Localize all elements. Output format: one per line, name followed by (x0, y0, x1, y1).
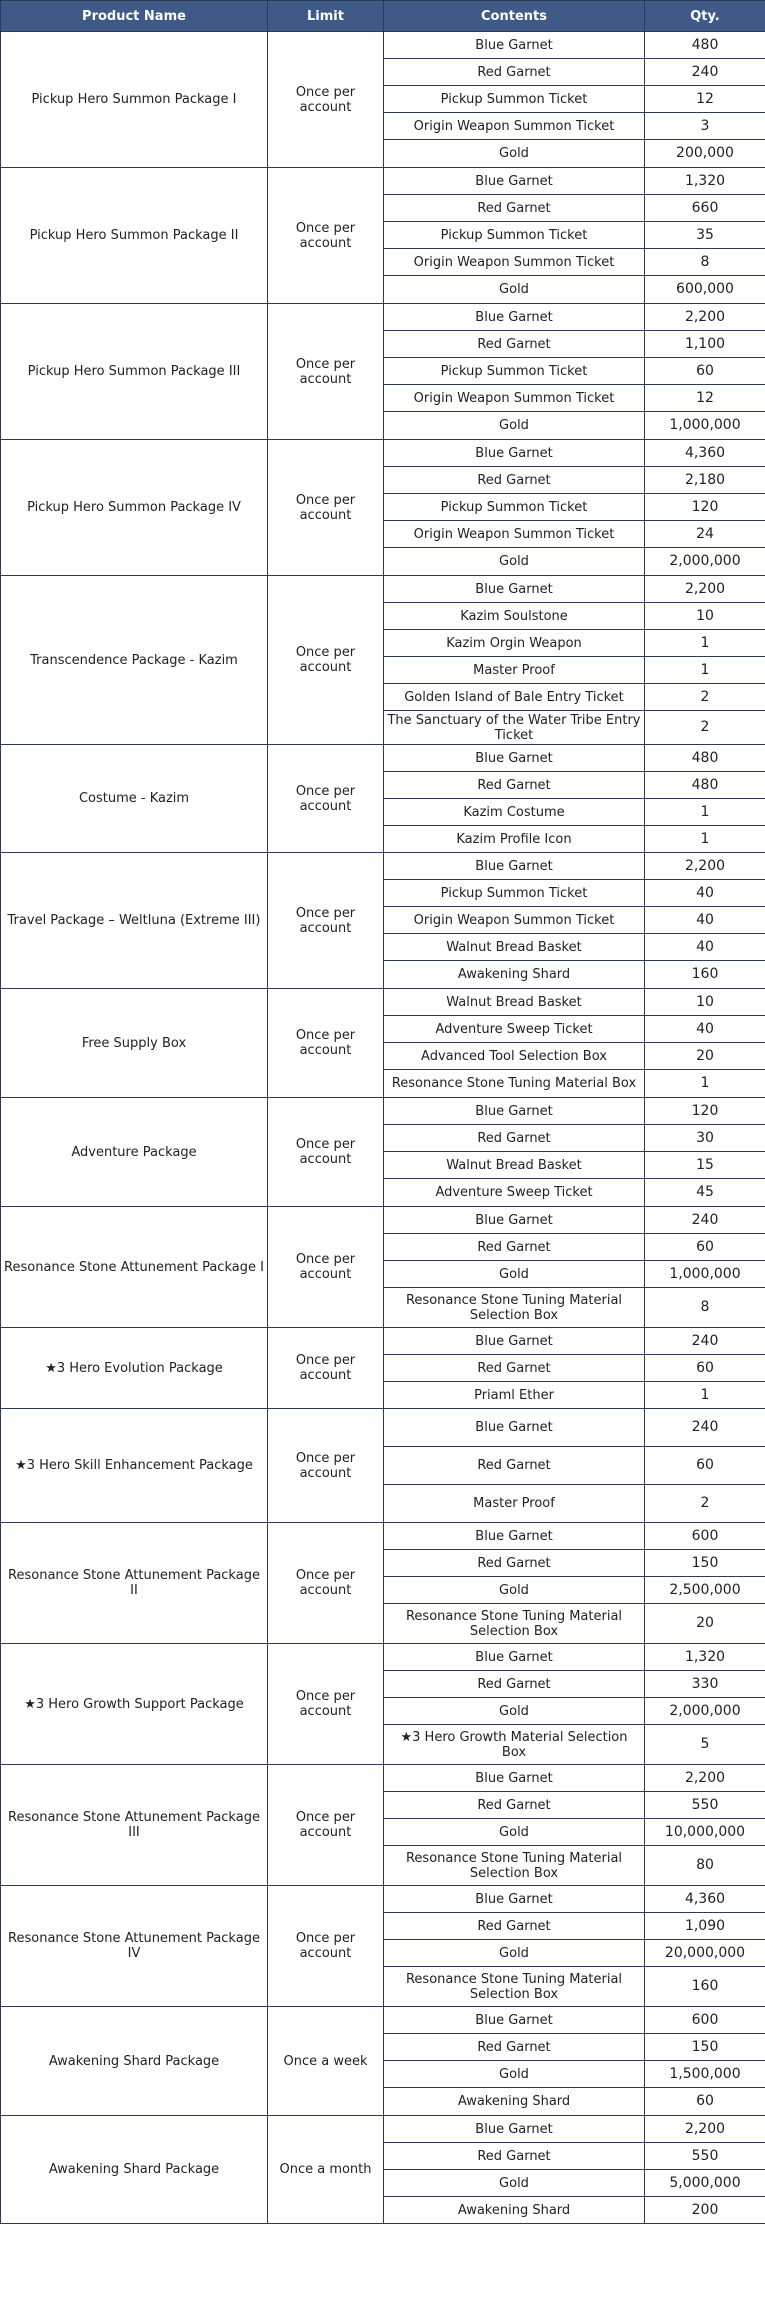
qty-cell: 1,000,000 (645, 1261, 765, 1288)
limit-cell: Once per account (268, 1523, 384, 1644)
qty-cell: 200,000 (645, 140, 765, 168)
contents-cell: Blue Garnet (384, 1409, 645, 1447)
product-name-cell: Adventure Package (1, 1098, 268, 1207)
contents-cell: Gold (384, 1819, 645, 1846)
contents-cell: Blue Garnet (384, 168, 645, 195)
limit-cell: Once a month (268, 2116, 384, 2224)
contents-cell: Red Garnet (384, 1234, 645, 1261)
table-row (1, 576, 765, 603)
contents-cell: Resonance Stone Tuning Material Selection Box (384, 1288, 645, 1328)
qty-cell: 550 (645, 1792, 765, 1819)
product-name-cell: Travel Package – Weltluna (Extreme III) (1, 853, 268, 989)
contents-cell: Gold (384, 1577, 645, 1604)
qty-cell: 24 (645, 521, 765, 548)
qty-cell: 1 (645, 657, 765, 684)
contents-cell: ★3 Hero Growth Material Selection Box (384, 1725, 645, 1765)
qty-cell: 40 (645, 907, 765, 934)
qty-cell: 2,200 (645, 853, 765, 880)
header-row (1, 1, 765, 32)
contents-cell: Advanced Tool Selection Box (384, 1043, 645, 1070)
header-product-name: Product Name (1, 1, 268, 32)
contents-cell: Origin Weapon Summon Ticket (384, 521, 645, 548)
qty-cell: 600,000 (645, 276, 765, 304)
limit-cell: Once per account (268, 1328, 384, 1409)
qty-cell: 2,200 (645, 576, 765, 603)
limit-cell: Once per account (268, 1207, 384, 1328)
table-row (1, 1328, 765, 1355)
qty-cell: 20 (645, 1604, 765, 1644)
product-name-cell: ★3 Hero Growth Support Package (1, 1644, 268, 1765)
qty-cell: 5 (645, 1725, 765, 1765)
limit-cell: Once per account (268, 989, 384, 1098)
contents-cell: Gold (384, 140, 645, 168)
contents-cell: Red Garnet (384, 1550, 645, 1577)
product-name-cell: Awakening Shard Package (1, 2116, 268, 2224)
contents-cell: Blue Garnet (384, 1207, 645, 1234)
qty-cell: 60 (645, 358, 765, 385)
qty-cell: 40 (645, 880, 765, 907)
contents-cell: Blue Garnet (384, 2007, 645, 2034)
limit-cell: Once per account (268, 1886, 384, 2007)
qty-cell: 480 (645, 745, 765, 772)
contents-cell: Adventure Sweep Ticket (384, 1016, 645, 1043)
product-name-cell: Pickup Hero Summon Package III (1, 304, 268, 440)
qty-cell: 20 (645, 1043, 765, 1070)
header-qty: Qty. (645, 1, 765, 32)
contents-cell: Adventure Sweep Ticket (384, 1179, 645, 1207)
limit-cell: Once per account (268, 853, 384, 989)
product-name-cell: Resonance Stone Attunement Package I (1, 1207, 268, 1328)
product-name-cell: Resonance Stone Attunement Package II (1, 1523, 268, 1644)
header-contents: Contents (384, 1, 645, 32)
qty-cell: 660 (645, 195, 765, 222)
qty-cell: 150 (645, 2034, 765, 2061)
limit-cell: Once per account (268, 1409, 384, 1523)
contents-cell: Kazim Profile Icon (384, 826, 645, 853)
qty-cell: 1 (645, 630, 765, 657)
product-name-cell: ★3 Hero Skill Enhancement Package (1, 1409, 268, 1523)
qty-cell: 2,200 (645, 304, 765, 331)
contents-cell: Blue Garnet (384, 1328, 645, 1355)
contents-cell: Red Garnet (384, 1355, 645, 1382)
qty-cell: 1 (645, 1070, 765, 1098)
qty-cell: 4,360 (645, 1886, 765, 1913)
limit-cell: Once per account (268, 1644, 384, 1765)
contents-cell: Blue Garnet (384, 1523, 645, 1550)
qty-cell: 240 (645, 1409, 765, 1447)
qty-cell: 30 (645, 1125, 765, 1152)
qty-cell: 15 (645, 1152, 765, 1179)
contents-cell: Resonance Stone Tuning Material Box (384, 1070, 645, 1098)
qty-cell: 160 (645, 1967, 765, 2007)
qty-cell: 200 (645, 2197, 765, 2224)
qty-cell: 1,000,000 (645, 412, 765, 440)
contents-cell: Blue Garnet (384, 304, 645, 331)
contents-cell: Red Garnet (384, 1792, 645, 1819)
qty-cell: 10 (645, 603, 765, 630)
contents-cell: Gold (384, 1698, 645, 1725)
qty-cell: 120 (645, 1098, 765, 1125)
contents-cell: Pickup Summon Ticket (384, 494, 645, 521)
qty-cell: 480 (645, 32, 765, 59)
contents-cell: Resonance Stone Tuning Material Selection Box (384, 1604, 645, 1644)
qty-cell: 8 (645, 249, 765, 276)
contents-cell: Awakening Shard (384, 2197, 645, 2224)
contents-cell: Master Proof (384, 1485, 645, 1523)
contents-cell: Pickup Summon Ticket (384, 358, 645, 385)
qty-cell: 2,180 (645, 467, 765, 494)
qty-cell: 60 (645, 1355, 765, 1382)
contents-cell: Walnut Bread Basket (384, 934, 645, 961)
table-row (1, 1098, 765, 1125)
product-name-cell: Free Supply Box (1, 989, 268, 1098)
table-row (1, 304, 765, 331)
qty-cell: 1 (645, 1382, 765, 1409)
package-table-body (1, 32, 765, 2224)
product-name-cell: ★3 Hero Evolution Package (1, 1328, 268, 1409)
contents-cell: Gold (384, 2170, 645, 2197)
contents-cell: Gold (384, 548, 645, 576)
contents-cell: Origin Weapon Summon Ticket (384, 113, 645, 140)
product-name-cell: Resonance Stone Attunement Package III (1, 1765, 268, 1886)
qty-cell: 480 (645, 772, 765, 799)
table-row (1, 1523, 765, 1550)
qty-cell: 12 (645, 86, 765, 113)
table-row (1, 2007, 765, 2034)
qty-cell: 2 (645, 1485, 765, 1523)
product-name-cell: Resonance Stone Attunement Package IV (1, 1886, 268, 2007)
product-name-cell: Pickup Hero Summon Package I (1, 32, 268, 168)
contents-cell: Red Garnet (384, 2034, 645, 2061)
product-name-cell: Pickup Hero Summon Package IV (1, 440, 268, 576)
contents-cell: Awakening Shard (384, 961, 645, 989)
qty-cell: 20,000,000 (645, 1940, 765, 1967)
contents-cell: Resonance Stone Tuning Material Selection Box (384, 1967, 645, 2007)
contents-cell: Master Proof (384, 657, 645, 684)
contents-cell: Resonance Stone Tuning Material Selection Box (384, 1846, 645, 1886)
product-name-cell: Pickup Hero Summon Package II (1, 168, 268, 304)
limit-cell: Once per account (268, 576, 384, 745)
contents-cell: Red Garnet (384, 467, 645, 494)
contents-cell: Red Garnet (384, 1671, 645, 1698)
table-row (1, 1409, 765, 1447)
contents-cell: Walnut Bread Basket (384, 989, 645, 1016)
limit-cell: Once per account (268, 168, 384, 304)
limit-cell: Once per account (268, 440, 384, 576)
product-name-cell: Costume - Kazim (1, 745, 268, 853)
contents-cell: Origin Weapon Summon Ticket (384, 907, 645, 934)
qty-cell: 60 (645, 1447, 765, 1485)
table-row (1, 1207, 765, 1234)
product-name-cell: Awakening Shard Package (1, 2007, 268, 2116)
contents-cell: Red Garnet (384, 59, 645, 86)
table-row (1, 989, 765, 1016)
contents-cell: Kazim Soulstone (384, 603, 645, 630)
contents-cell: Blue Garnet (384, 1886, 645, 1913)
contents-cell: Priaml Ether (384, 1382, 645, 1409)
table-row (1, 853, 765, 880)
qty-cell: 120 (645, 494, 765, 521)
qty-cell: 1,320 (645, 1644, 765, 1671)
table-row (1, 745, 765, 772)
qty-cell: 2,000,000 (645, 548, 765, 576)
limit-cell: Once per account (268, 1765, 384, 1886)
qty-cell: 8 (645, 1288, 765, 1328)
qty-cell: 1,500,000 (645, 2061, 765, 2088)
limit-cell: Once per account (268, 1098, 384, 1207)
contents-cell: Blue Garnet (384, 745, 645, 772)
qty-cell: 60 (645, 1234, 765, 1261)
contents-cell: Gold (384, 1261, 645, 1288)
qty-cell: 1 (645, 826, 765, 853)
limit-cell: Once per account (268, 745, 384, 853)
qty-cell: 2,200 (645, 1765, 765, 1792)
limit-cell: Once a week (268, 2007, 384, 2116)
qty-cell: 150 (645, 1550, 765, 1577)
contents-cell: Gold (384, 276, 645, 304)
table-row (1, 1644, 765, 1671)
contents-cell: Blue Garnet (384, 2116, 645, 2143)
contents-cell: Gold (384, 1940, 645, 1967)
qty-cell: 330 (645, 1671, 765, 1698)
limit-cell: Once per account (268, 32, 384, 168)
contents-cell: Red Garnet (384, 772, 645, 799)
qty-cell: 2,000,000 (645, 1698, 765, 1725)
contents-cell: Blue Garnet (384, 1765, 645, 1792)
qty-cell: 2,200 (645, 2116, 765, 2143)
qty-cell: 240 (645, 59, 765, 86)
contents-cell: Blue Garnet (384, 576, 645, 603)
contents-cell: Blue Garnet (384, 853, 645, 880)
product-name-cell: Transcendence Package - Kazim (1, 576, 268, 745)
qty-cell: 240 (645, 1207, 765, 1234)
contents-cell: Kazim Costume (384, 799, 645, 826)
qty-cell: 160 (645, 961, 765, 989)
table-row (1, 2116, 765, 2143)
contents-cell: The Sanctuary of the Water Tribe Entry Ticket (384, 711, 645, 745)
contents-cell: Pickup Summon Ticket (384, 86, 645, 113)
qty-cell: 40 (645, 1016, 765, 1043)
qty-cell: 240 (645, 1328, 765, 1355)
table-row (1, 1886, 765, 1913)
contents-cell: Origin Weapon Summon Ticket (384, 249, 645, 276)
contents-cell: Red Garnet (384, 1913, 645, 1940)
qty-cell: 40 (645, 934, 765, 961)
qty-cell: 600 (645, 1523, 765, 1550)
qty-cell: 1,100 (645, 331, 765, 358)
qty-cell: 1 (645, 799, 765, 826)
table-row (1, 32, 765, 59)
contents-cell: Blue Garnet (384, 32, 645, 59)
contents-cell: Red Garnet (384, 1125, 645, 1152)
qty-cell: 5,000,000 (645, 2170, 765, 2197)
contents-cell: Gold (384, 2061, 645, 2088)
qty-cell: 45 (645, 1179, 765, 1207)
contents-cell: Blue Garnet (384, 1644, 645, 1671)
contents-cell: Awakening Shard (384, 2088, 645, 2116)
contents-cell: Pickup Summon Ticket (384, 880, 645, 907)
qty-cell: 35 (645, 222, 765, 249)
contents-cell: Red Garnet (384, 195, 645, 222)
table-row (1, 1765, 765, 1792)
qty-cell: 1,090 (645, 1913, 765, 1940)
contents-cell: Origin Weapon Summon Ticket (384, 385, 645, 412)
qty-cell: 10 (645, 989, 765, 1016)
qty-cell: 1,320 (645, 168, 765, 195)
limit-cell: Once per account (268, 304, 384, 440)
qty-cell: 600 (645, 2007, 765, 2034)
contents-cell: Red Garnet (384, 2143, 645, 2170)
contents-cell: Pickup Summon Ticket (384, 222, 645, 249)
contents-cell: Golden Island of Bale Entry Ticket (384, 684, 645, 711)
qty-cell: 80 (645, 1846, 765, 1886)
contents-cell: Gold (384, 412, 645, 440)
qty-cell: 550 (645, 2143, 765, 2170)
qty-cell: 2 (645, 711, 765, 745)
contents-cell: Walnut Bread Basket (384, 1152, 645, 1179)
qty-cell: 3 (645, 113, 765, 140)
qty-cell: 2,500,000 (645, 1577, 765, 1604)
qty-cell: 10,000,000 (645, 1819, 765, 1846)
table-row (1, 440, 765, 467)
contents-cell: Kazim Orgin Weapon (384, 630, 645, 657)
contents-cell: Blue Garnet (384, 440, 645, 467)
contents-cell: Blue Garnet (384, 1098, 645, 1125)
contents-cell: Red Garnet (384, 331, 645, 358)
qty-cell: 4,360 (645, 440, 765, 467)
table-row (1, 168, 765, 195)
header-limit: Limit (268, 1, 384, 32)
qty-cell: 12 (645, 385, 765, 412)
qty-cell: 2 (645, 684, 765, 711)
contents-cell: Red Garnet (384, 1447, 645, 1485)
qty-cell: 60 (645, 2088, 765, 2116)
